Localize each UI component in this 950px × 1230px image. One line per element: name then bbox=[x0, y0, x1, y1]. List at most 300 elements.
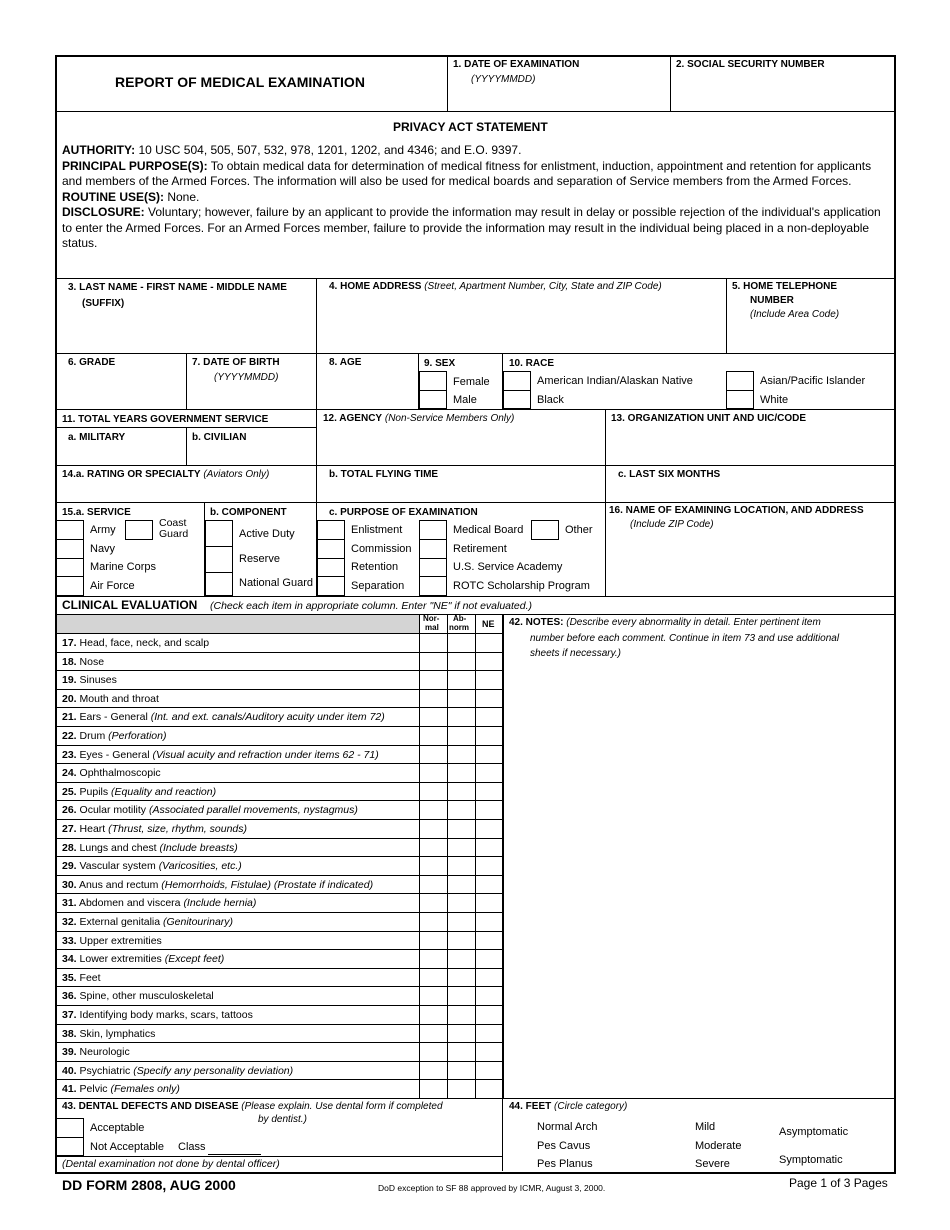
eval-item-text: Ophthalmoscopic bbox=[76, 767, 161, 780]
date-exam-field[interactable] bbox=[449, 88, 668, 110]
date-of-birth-field[interactable] bbox=[188, 386, 315, 408]
eval-item-number: 38. bbox=[62, 1027, 77, 1040]
service-coast-label-1: Coast bbox=[159, 517, 187, 529]
feet-hint: (Circle category) bbox=[551, 1101, 628, 1112]
divider bbox=[186, 353, 187, 409]
component-reserve-checkbox[interactable] bbox=[205, 546, 233, 573]
eval-abnormal-cell[interactable] bbox=[448, 690, 475, 708]
service-navy-label: Navy bbox=[90, 543, 116, 555]
col-normal-1: Nor- bbox=[423, 614, 440, 623]
eval-ne-cell[interactable] bbox=[476, 894, 503, 912]
eval-normal-cell[interactable] bbox=[420, 969, 447, 987]
age-field[interactable] bbox=[318, 372, 417, 408]
flying-time-field[interactable] bbox=[318, 483, 604, 501]
eval-normal-cell[interactable] bbox=[420, 913, 447, 931]
eval-item-text: Heart bbox=[76, 823, 109, 835]
dental-hint-1: (Please explain. Use dental form if completed bbox=[238, 1101, 443, 1112]
eval-normal-cell[interactable] bbox=[420, 690, 447, 708]
component-active-label: Active Duty bbox=[239, 528, 295, 540]
purpose-other-checkbox[interactable] bbox=[531, 520, 559, 540]
eval-item-number: 40. bbox=[62, 1064, 77, 1077]
ssn-label: 2. SOCIAL SECURITY NUMBER bbox=[676, 59, 825, 70]
eval-item-text: Abdomen and viscera bbox=[76, 897, 184, 910]
eval-normal-cell[interactable] bbox=[420, 801, 447, 819]
authority-text: 10 USC 504, 505, 507, 532, 978, 1201, 1202, and 4346; and E.O. 9397. bbox=[135, 143, 522, 157]
service-marine-checkbox[interactable] bbox=[56, 558, 84, 577]
eval-ne-cell[interactable] bbox=[476, 932, 503, 950]
eval-item-number: 22. bbox=[62, 730, 77, 742]
eval-normal-cell[interactable] bbox=[420, 764, 447, 782]
eval-normal-cell[interactable] bbox=[420, 1006, 447, 1024]
agency-field[interactable] bbox=[318, 428, 604, 464]
sex-male-checkbox[interactable] bbox=[419, 390, 447, 409]
eval-item-hint: (Equality and reaction) bbox=[111, 785, 217, 798]
eval-ne-cell[interactable] bbox=[476, 1025, 503, 1043]
eval-abnormal-cell[interactable] bbox=[448, 839, 475, 857]
eval-ne-cell[interactable] bbox=[476, 857, 503, 875]
service-marine-label: Marine Corps bbox=[90, 561, 157, 573]
eval-item-hint: (Specify any personality deviation) bbox=[133, 1064, 294, 1077]
page-number: Page 1 of 3 Pages bbox=[789, 1176, 888, 1190]
f14a-label bbox=[62, 469, 269, 481]
divider bbox=[670, 56, 671, 111]
eval-abnormal-cell[interactable] bbox=[448, 913, 475, 931]
divider bbox=[56, 278, 895, 279]
eval-item-label bbox=[62, 693, 159, 705]
f15c-label: c. PURPOSE OF EXAMINATION bbox=[329, 507, 478, 518]
eval-item-number: 39. bbox=[62, 1046, 77, 1059]
f4-label-text: 4. HOME ADDRESS bbox=[329, 281, 422, 292]
eval-ne-cell[interactable] bbox=[476, 690, 503, 708]
divider bbox=[605, 409, 606, 465]
f3-label: 3. LAST NAME - FIRST NAME - MIDDLE NAME bbox=[68, 282, 287, 293]
form-id: DD FORM 2808, AUG 2000 bbox=[62, 1177, 236, 1193]
eval-abnormal-cell[interactable] bbox=[448, 820, 475, 838]
f4-hint: (Street, Apartment Number, City, State and ZIP Code) bbox=[421, 281, 662, 292]
divider bbox=[56, 1156, 503, 1157]
purpose-retention-checkbox[interactable] bbox=[317, 558, 345, 577]
purpose-separation-label: Separation bbox=[351, 580, 405, 592]
eval-abnormal-cell[interactable] bbox=[448, 894, 475, 912]
col-abnormal-1: Ab- bbox=[453, 614, 467, 623]
feet-pes-cavus[interactable]: Pes Cavus bbox=[537, 1140, 591, 1152]
feet-pes-planus[interactable]: Pes Planus bbox=[537, 1158, 593, 1170]
notes-hint-1: (Describe every abnormality in detail. Enter pertinent item bbox=[563, 617, 821, 628]
eval-item-text: Lungs and chest bbox=[76, 841, 160, 854]
ssn-field[interactable] bbox=[672, 74, 892, 110]
sex-female-label: Female bbox=[453, 376, 490, 388]
service-coast-label-2: Guard bbox=[159, 528, 189, 540]
eval-item-text: Psychiatric bbox=[76, 1064, 134, 1077]
col-ne: NE bbox=[482, 619, 495, 629]
privacy-statement bbox=[62, 143, 890, 252]
dental-label bbox=[62, 1101, 443, 1113]
eval-abnormal-cell[interactable] bbox=[448, 783, 475, 801]
eval-normal-cell[interactable] bbox=[420, 1062, 447, 1080]
eval-item-text: Sinuses bbox=[76, 674, 117, 687]
service-navy-checkbox[interactable] bbox=[56, 539, 84, 559]
eval-item-text: Feet bbox=[76, 971, 101, 984]
eval-normal-cell[interactable] bbox=[420, 839, 447, 857]
component-national-checkbox[interactable] bbox=[205, 572, 233, 596]
service-army-checkbox[interactable] bbox=[56, 520, 84, 540]
eval-item-label bbox=[62, 749, 379, 761]
eval-item-hint: (Genitourinary) bbox=[163, 916, 234, 928]
feet-asymptomatic[interactable]: Asymptomatic bbox=[779, 1126, 849, 1138]
home-telephone-field[interactable] bbox=[728, 324, 892, 352]
feet-label bbox=[509, 1101, 627, 1113]
eval-abnormal-cell[interactable] bbox=[448, 634, 475, 652]
eval-normal-cell[interactable] bbox=[420, 932, 447, 950]
eval-ne-cell[interactable] bbox=[476, 727, 503, 745]
eval-item-text: Vascular system bbox=[76, 860, 159, 873]
eval-ne-cell[interactable] bbox=[476, 783, 503, 801]
f15b-label: b. COMPONENT bbox=[210, 507, 287, 518]
eval-abnormal-cell[interactable] bbox=[448, 746, 475, 764]
eval-abnormal-cell[interactable] bbox=[448, 1043, 475, 1061]
eval-abnormal-cell[interactable] bbox=[448, 857, 475, 875]
eval-abnormal-cell[interactable] bbox=[448, 708, 475, 726]
eval-abnormal-cell[interactable] bbox=[448, 1025, 475, 1043]
f5-label-1: 5. HOME TELEPHONE bbox=[732, 281, 838, 292]
eval-abnormal-cell[interactable] bbox=[448, 876, 475, 894]
eval-item-label bbox=[62, 1065, 293, 1077]
component-active-checkbox[interactable] bbox=[205, 520, 233, 547]
form-title: REPORT OF MEDICAL EXAMINATION bbox=[115, 74, 365, 90]
eval-item-hint: (Hemorrhoids, Fistulae) (Prostate if indicated) bbox=[161, 878, 374, 891]
eval-normal-cell[interactable] bbox=[420, 634, 447, 652]
eval-item-number: 19. bbox=[62, 674, 77, 687]
eval-abnormal-cell[interactable] bbox=[448, 727, 475, 745]
eval-item-label bbox=[62, 1028, 155, 1040]
feet-label-text: 44. FEET bbox=[509, 1101, 552, 1112]
eval-ne-cell[interactable] bbox=[476, 950, 503, 968]
eval-normal-cell[interactable] bbox=[420, 671, 447, 689]
dental-footnote: (Dental examination not done by dental officer) bbox=[62, 1158, 280, 1170]
divider bbox=[56, 1098, 895, 1099]
eval-item-number: 29. bbox=[62, 860, 77, 873]
clinical-heading: CLINICAL EVALUATION bbox=[62, 598, 198, 612]
notes-field[interactable] bbox=[504, 664, 892, 1096]
eval-item-number: 24. bbox=[62, 767, 77, 780]
f13-label: 13. ORGANIZATION UNIT AND UIC/CODE bbox=[611, 413, 807, 424]
f11-civilian-label: b. CIVILIAN bbox=[192, 432, 247, 443]
divider bbox=[316, 353, 317, 409]
f12-label-text: 12. AGENCY bbox=[323, 413, 383, 424]
eval-normal-cell[interactable] bbox=[420, 727, 447, 745]
purpose-rotc-label: ROTC Scholarship Program bbox=[453, 580, 590, 592]
eval-abnormal-cell[interactable] bbox=[448, 671, 475, 689]
divider bbox=[316, 278, 317, 353]
eval-item-label bbox=[62, 842, 238, 854]
dental-not-acceptable-label: Not Acceptable bbox=[90, 1141, 164, 1153]
eval-ne-cell[interactable] bbox=[476, 764, 503, 782]
dental-acceptable-label: Acceptable bbox=[90, 1122, 145, 1134]
eval-item-label bbox=[62, 935, 162, 947]
f11-label: 11. TOTAL YEARS GOVERNMENT SERVICE bbox=[62, 414, 269, 425]
eval-abnormal-cell[interactable] bbox=[448, 969, 475, 987]
eval-item-hint: (Int. and ext. canals/Auditory acuity under item 72) bbox=[150, 711, 385, 724]
divider bbox=[605, 502, 606, 596]
eval-item-number: 17. bbox=[62, 637, 77, 649]
frame-bottom bbox=[55, 1172, 896, 1174]
f6-label: 6. GRADE bbox=[68, 357, 116, 368]
service-airforce-checkbox[interactable] bbox=[56, 576, 84, 596]
eval-ne-cell[interactable] bbox=[476, 708, 503, 726]
eval-ne-cell[interactable] bbox=[476, 1043, 503, 1061]
purpose-text: To obtain medical data for determination of medical fitness for enlistment, induction, appointment and retention for applicants and members of the Armed Forces. The information will also be used for medical boards and separation of Service members from the Armed Forces. bbox=[62, 158, 872, 188]
eval-normal-cell[interactable] bbox=[420, 987, 447, 1005]
eval-item-text: Neurologic bbox=[76, 1046, 130, 1059]
eval-ne-cell[interactable] bbox=[476, 1006, 503, 1024]
purpose-label: PRINCIPAL PURPOSE(S): bbox=[62, 158, 208, 173]
eval-abnormal-cell[interactable] bbox=[448, 1006, 475, 1024]
eval-item-label bbox=[62, 786, 216, 798]
f11-military-label: a. MILITARY bbox=[68, 432, 126, 443]
divider bbox=[186, 428, 187, 465]
f12-hint: (Non-Service Members Only) bbox=[382, 413, 515, 424]
service-coast-guard-checkbox[interactable] bbox=[125, 520, 153, 540]
eval-item-label bbox=[62, 1083, 180, 1095]
eval-item-hint: (Visual acuity and refraction under items 62 - 71) bbox=[152, 748, 379, 761]
eval-item-text: Anus and rectum bbox=[76, 878, 162, 891]
disclosure-label: DISCLOSURE: bbox=[62, 205, 145, 219]
feet-normal-arch[interactable]: Normal Arch bbox=[537, 1121, 598, 1133]
eval-item-hint: (Thrust, size, rhythm, sounds) bbox=[108, 823, 247, 835]
military-years-field[interactable] bbox=[57, 446, 185, 464]
routine-label: ROUTINE USE(S): bbox=[62, 189, 164, 204]
f7-label: 7. DATE OF BIRTH bbox=[192, 357, 280, 368]
feet-severe[interactable]: Severe bbox=[695, 1158, 730, 1170]
purpose-enlistment-label: Enlistment bbox=[351, 524, 403, 536]
f16-label: 16. NAME OF EXAMINING LOCATION, AND ADDRESS bbox=[609, 505, 864, 516]
frame-top bbox=[55, 55, 896, 57]
f14a-label-text: 14.a. RATING OR SPECIALTY bbox=[62, 469, 201, 480]
dental-hint-2: by dentist.) bbox=[258, 1114, 307, 1125]
eval-abnormal-cell[interactable] bbox=[448, 987, 475, 1005]
dental-acceptable-checkbox[interactable] bbox=[56, 1118, 84, 1138]
eval-item-label bbox=[62, 860, 242, 872]
notes-label-text: 42. NOTES: bbox=[509, 617, 564, 628]
purpose-medical-board-checkbox[interactable] bbox=[419, 520, 447, 540]
race-white-label: White bbox=[760, 394, 789, 406]
eval-item-number: 27. bbox=[62, 823, 77, 835]
race-asian-label: Asian/Pacific Islander bbox=[760, 375, 866, 387]
eval-item-label bbox=[62, 730, 166, 742]
eval-normal-cell[interactable] bbox=[420, 950, 447, 968]
examining-location-field[interactable] bbox=[607, 534, 893, 595]
eval-item-number: 28. bbox=[62, 841, 77, 854]
routine-text: None. bbox=[164, 189, 200, 204]
eval-ne-cell[interactable] bbox=[476, 913, 503, 931]
eval-item-label bbox=[62, 674, 117, 686]
divider bbox=[56, 427, 316, 428]
race-asian-checkbox[interactable] bbox=[726, 371, 754, 391]
eval-item-hint: (Perforation) bbox=[108, 730, 167, 742]
eval-ne-cell[interactable] bbox=[476, 671, 503, 689]
sex-male-label: Male bbox=[453, 394, 477, 406]
eval-item-text: Head, face, neck, and scalp bbox=[76, 637, 210, 649]
purpose-medical-board-label: Medical Board bbox=[453, 524, 524, 536]
purpose-enlistment-checkbox[interactable] bbox=[317, 520, 345, 540]
eval-ne-cell[interactable] bbox=[476, 1062, 503, 1080]
eval-item-hint: (Include hernia) bbox=[183, 897, 257, 910]
notes-hint-3: sheets if necessary.) bbox=[530, 648, 621, 659]
eval-item-label bbox=[62, 637, 209, 649]
eval-item-text: Skin, lymphatics bbox=[76, 1027, 156, 1040]
eval-normal-cell[interactable] bbox=[420, 1025, 447, 1043]
eval-normal-cell[interactable] bbox=[420, 653, 447, 671]
clinical-instruction: (Check each item in appropriate column. Enter "NE" if not evaluated.) bbox=[210, 600, 533, 612]
eval-item-text: Identifying body marks, scars, tattoos bbox=[76, 1009, 253, 1021]
eval-item-label bbox=[62, 897, 256, 909]
eval-item-number: 20. bbox=[62, 692, 77, 705]
eval-item-text: Drum bbox=[76, 730, 109, 742]
eval-ne-cell[interactable] bbox=[476, 876, 503, 894]
eval-item-number: 26. bbox=[62, 804, 77, 817]
disclosure-text: Voluntary; however, failure by an applicant to provide the information may result in delay or possible rejection of the individual's application to enter the Armed Forces. For an Armed Forces member, failure to provide the information may result in the individual being placed in a non-deployable status. bbox=[62, 205, 881, 250]
dental-not-acceptable-checkbox[interactable] bbox=[56, 1137, 84, 1156]
f14b-label: b. TOTAL FLYING TIME bbox=[329, 469, 439, 480]
eval-ne-cell[interactable] bbox=[476, 820, 503, 838]
race-black-checkbox[interactable] bbox=[503, 390, 531, 409]
eval-ne-cell[interactable] bbox=[476, 987, 503, 1005]
eval-normal-cell[interactable] bbox=[420, 1043, 447, 1061]
purpose-retention-label: Retention bbox=[351, 561, 399, 573]
eval-ne-cell[interactable] bbox=[476, 653, 503, 671]
purpose-separation-checkbox[interactable] bbox=[317, 576, 345, 596]
eval-abnormal-cell[interactable] bbox=[448, 950, 475, 968]
eval-item-text: Upper extremities bbox=[76, 934, 162, 947]
eval-item-number: 33. bbox=[62, 934, 77, 947]
f5-label-2: NUMBER bbox=[750, 295, 794, 306]
eval-item-label bbox=[62, 711, 385, 723]
eval-ne-cell[interactable] bbox=[476, 969, 503, 987]
eval-normal-cell[interactable] bbox=[420, 820, 447, 838]
purpose-academy-checkbox[interactable] bbox=[419, 558, 447, 577]
eval-ne-cell[interactable] bbox=[476, 1080, 503, 1098]
exception-note: DoD exception to SF 88 approved by ICMR, August 3, 2000. bbox=[378, 1183, 606, 1193]
name-field[interactable] bbox=[57, 312, 315, 352]
divider bbox=[56, 353, 895, 354]
eval-normal-cell[interactable] bbox=[420, 894, 447, 912]
eval-item-label bbox=[62, 879, 373, 891]
component-national-label: National Guard bbox=[239, 577, 313, 589]
eval-normal-cell[interactable] bbox=[420, 783, 447, 801]
eval-normal-cell[interactable] bbox=[420, 708, 447, 726]
eval-abnormal-cell[interactable] bbox=[448, 1062, 475, 1080]
eval-item-label bbox=[62, 1046, 130, 1058]
civilian-years-field[interactable] bbox=[188, 446, 315, 464]
organization-field[interactable] bbox=[607, 428, 893, 464]
feet-symptomatic[interactable]: Symptomatic bbox=[779, 1154, 843, 1166]
eval-normal-cell[interactable] bbox=[420, 746, 447, 764]
eval-item-label bbox=[62, 916, 233, 928]
purpose-rotc-checkbox[interactable] bbox=[419, 576, 447, 596]
last-six-months-field[interactable] bbox=[607, 483, 893, 501]
purpose-other-label: Other bbox=[565, 524, 593, 536]
service-army-label: Army bbox=[90, 524, 116, 536]
eval-item-number: 21. bbox=[62, 711, 77, 724]
eval-item-number: 23. bbox=[62, 748, 77, 761]
eval-item-label bbox=[62, 656, 104, 668]
eval-item-number: 41. bbox=[62, 1083, 77, 1096]
f14c-label: c. LAST SIX MONTHS bbox=[618, 469, 721, 480]
feet-moderate[interactable]: Moderate bbox=[695, 1140, 742, 1152]
notes-label bbox=[509, 617, 821, 629]
eval-normal-cell[interactable] bbox=[420, 876, 447, 894]
purpose-retirement-checkbox[interactable] bbox=[419, 539, 447, 559]
f10-label: 10. RACE bbox=[509, 358, 555, 369]
notes-hint-2: number before each comment. Continue in item 73 and use additional bbox=[530, 633, 840, 644]
f12-label bbox=[323, 413, 514, 425]
eval-item-label bbox=[62, 953, 224, 965]
eval-ne-cell[interactable] bbox=[476, 634, 503, 652]
divider bbox=[726, 278, 727, 353]
dental-label-text: 43. DENTAL DEFECTS AND DISEASE bbox=[62, 1101, 239, 1112]
eval-item-hint: (Associated parallel movements, nystagmus) bbox=[148, 804, 358, 817]
eval-item-label bbox=[62, 767, 161, 779]
eval-item-number: 34. bbox=[62, 953, 77, 966]
purpose-commission-checkbox[interactable] bbox=[317, 539, 345, 559]
eval-abnormal-cell[interactable] bbox=[448, 932, 475, 950]
eval-item-text: Pupils bbox=[76, 785, 112, 798]
purpose-retirement-label: Retirement bbox=[453, 543, 507, 555]
eval-item-number: 18. bbox=[62, 655, 77, 668]
eval-item-label bbox=[62, 972, 101, 984]
divider bbox=[56, 111, 895, 112]
dental-class-label: Class bbox=[178, 1141, 206, 1153]
eval-item-text: Mouth and throat bbox=[76, 692, 159, 705]
eval-normal-cell[interactable] bbox=[420, 1080, 447, 1098]
home-address-field[interactable] bbox=[318, 296, 725, 352]
eval-abnormal-cell[interactable] bbox=[448, 1080, 475, 1098]
eval-item-number: 36. bbox=[62, 990, 77, 1003]
dental-class-line[interactable] bbox=[208, 1154, 261, 1155]
divider bbox=[56, 465, 895, 466]
eval-item-hint: (Except feet) bbox=[164, 953, 225, 966]
race-american-indian-checkbox[interactable] bbox=[503, 371, 531, 391]
purpose-commission-label: Commission bbox=[351, 543, 412, 555]
rating-field[interactable] bbox=[57, 483, 315, 501]
eval-item-text: External genitalia bbox=[76, 916, 163, 928]
authority-label: AUTHORITY: bbox=[62, 143, 136, 157]
privacy-heading: PRIVACY ACT STATEMENT bbox=[393, 120, 548, 134]
col-abnormal-2: norm bbox=[449, 623, 469, 632]
eval-ne-cell[interactable] bbox=[476, 746, 503, 764]
race-white-checkbox[interactable] bbox=[726, 390, 754, 409]
grade-field[interactable] bbox=[57, 372, 185, 408]
eval-abnormal-cell[interactable] bbox=[448, 801, 475, 819]
eval-item-number: 25. bbox=[62, 785, 77, 798]
eval-abnormal-cell[interactable] bbox=[448, 764, 475, 782]
eval-item-number: 30. bbox=[62, 878, 77, 891]
f4-label bbox=[329, 281, 662, 293]
eval-ne-cell[interactable] bbox=[476, 839, 503, 857]
eval-item-hint: (Varicosities, etc.) bbox=[158, 860, 242, 873]
sex-female-checkbox[interactable] bbox=[419, 371, 447, 391]
component-reserve-label: Reserve bbox=[239, 553, 280, 565]
eval-item-number: 31. bbox=[62, 897, 77, 910]
eval-normal-cell[interactable] bbox=[420, 857, 447, 875]
eval-abnormal-cell[interactable] bbox=[448, 653, 475, 671]
eval-item-label bbox=[62, 804, 358, 816]
feet-mild[interactable]: Mild bbox=[695, 1121, 716, 1133]
f3-suffix: (SUFFIX) bbox=[82, 298, 125, 309]
eval-item-text: Eyes - General bbox=[76, 748, 153, 761]
eval-ne-cell[interactable] bbox=[476, 801, 503, 819]
eval-item-text: Ocular motility bbox=[76, 804, 149, 817]
